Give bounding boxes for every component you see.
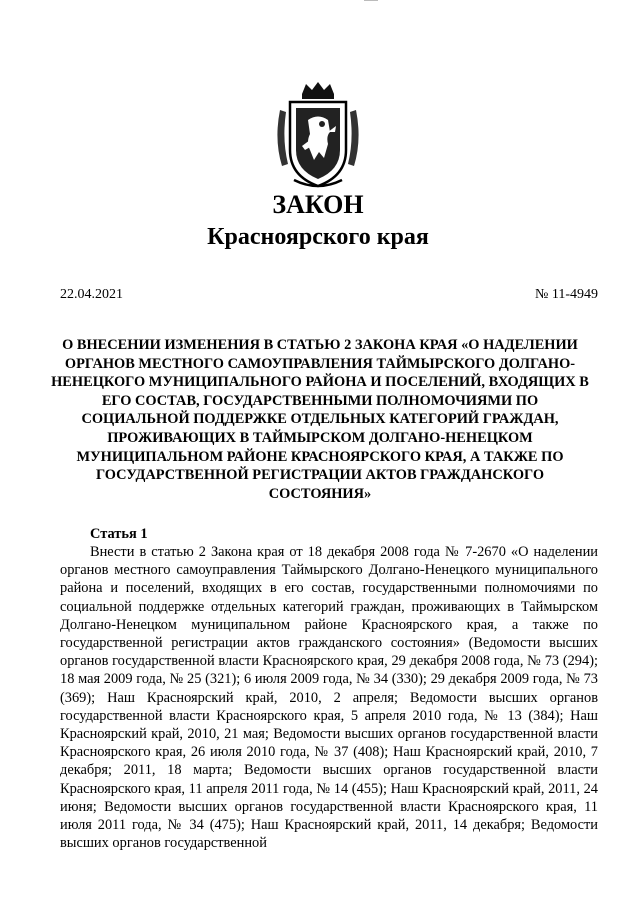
article-label: Статья 1 [90,526,148,542]
document-title: ЗАКОН [272,190,364,219]
law-heading: О ВНЕСЕНИИ ИЗМЕНЕНИЯ В СТАТЬЮ 2 ЗАКОНА КРАЯ «О НАДЕЛЕНИИ ОРГАНОВ МЕСТНОГО САМОУПРАВЛЕНИЯ ТАЙМЫРСКОГО ДОЛГАНО-НЕНЕЦКОГО МУНИЦИПАЛЬНОГО РАЙОНА И ПОСЕЛЕНИЙ, ВХОДЯЩИХ В ЕГО СОСТАВ, ГОСУДАРСТВЕННЫМИ ПОЛНОМОЧИЯМИ ПО СОЦИАЛЬНОЙ ПОДДЕРЖКЕ ОТДЕЛЬНЫХ КАТЕГОРИЙ ГРАЖДАН, ПРОЖИВАЮЩИХ В ТАЙМЫРСКОМ ДОЛГАНО-НЕНЕЦКОМ МУНИЦИПАЛЬНОМ РАЙОНЕ КРАСНОЯРСКОГО КРАЯ, А ТАКЖЕ ПО ГОСУДАРСТВЕННОЙ РЕГИСТРАЦИИ АКТОВ ГРАЖДАНСКОГО СОСТОЯНИЯ» [51,337,589,502]
document-number: № 11-4949 [535,287,598,302]
article-text: Внести в статью 2 Закона края от 18 декабря 2008 года № 7-2670 «О наделении органов местного самоуправления Таймырского Долгано-Ненецкого муниципального района и поселений, входящих в его состав, государственными полномочиями по социальной поддержке отдельных категорий граждан, проживающих в Таймырском Долгано-Ненецком муниципальном районе Красноярского края, а также по государственной регистрации актов гражданского состояния» (Ведомости высших органов государственной власти Красноярского края, 29 декабря 2008 года, № 73 (294); 18 мая 2009 года, № 25 (321); 6 июля 2009 года, № 34 (330); 29 декабря 2009 года, № 73 (369); Наш Красноярский край, 2010, 2 апреля; Ведомости высших органов государственной власти Красноярского края, 5 апреля 2010 года, № 13 (384); Наш Красноярский край, 2010, 21 мая; Ведомости высших органов государственной власти Красноярского края, 26 июля 2010 года, № 37 (408); Наш Красноярский край, 2010, 7 декабря; 2011, 18 марта; Ведомости высших органов государственной власти Красноярского края, 11 апреля 2011 года, № 14 (455); Наш Красноярский край, 2011, 24 июня; Ведомости высших органов государственной власти Красноярского края, 11 июля 2011 года, № 34 (475); Наш Красноярский край, 2011, 14 декабря; Ведомости высших органов государственной [60,544,598,852]
scan-mark [364,0,378,1]
document-subtitle: Красноярского края [207,224,429,250]
document-date: 22.04.2021 [60,287,123,302]
coat-of-arms-emblem [272,80,364,192]
